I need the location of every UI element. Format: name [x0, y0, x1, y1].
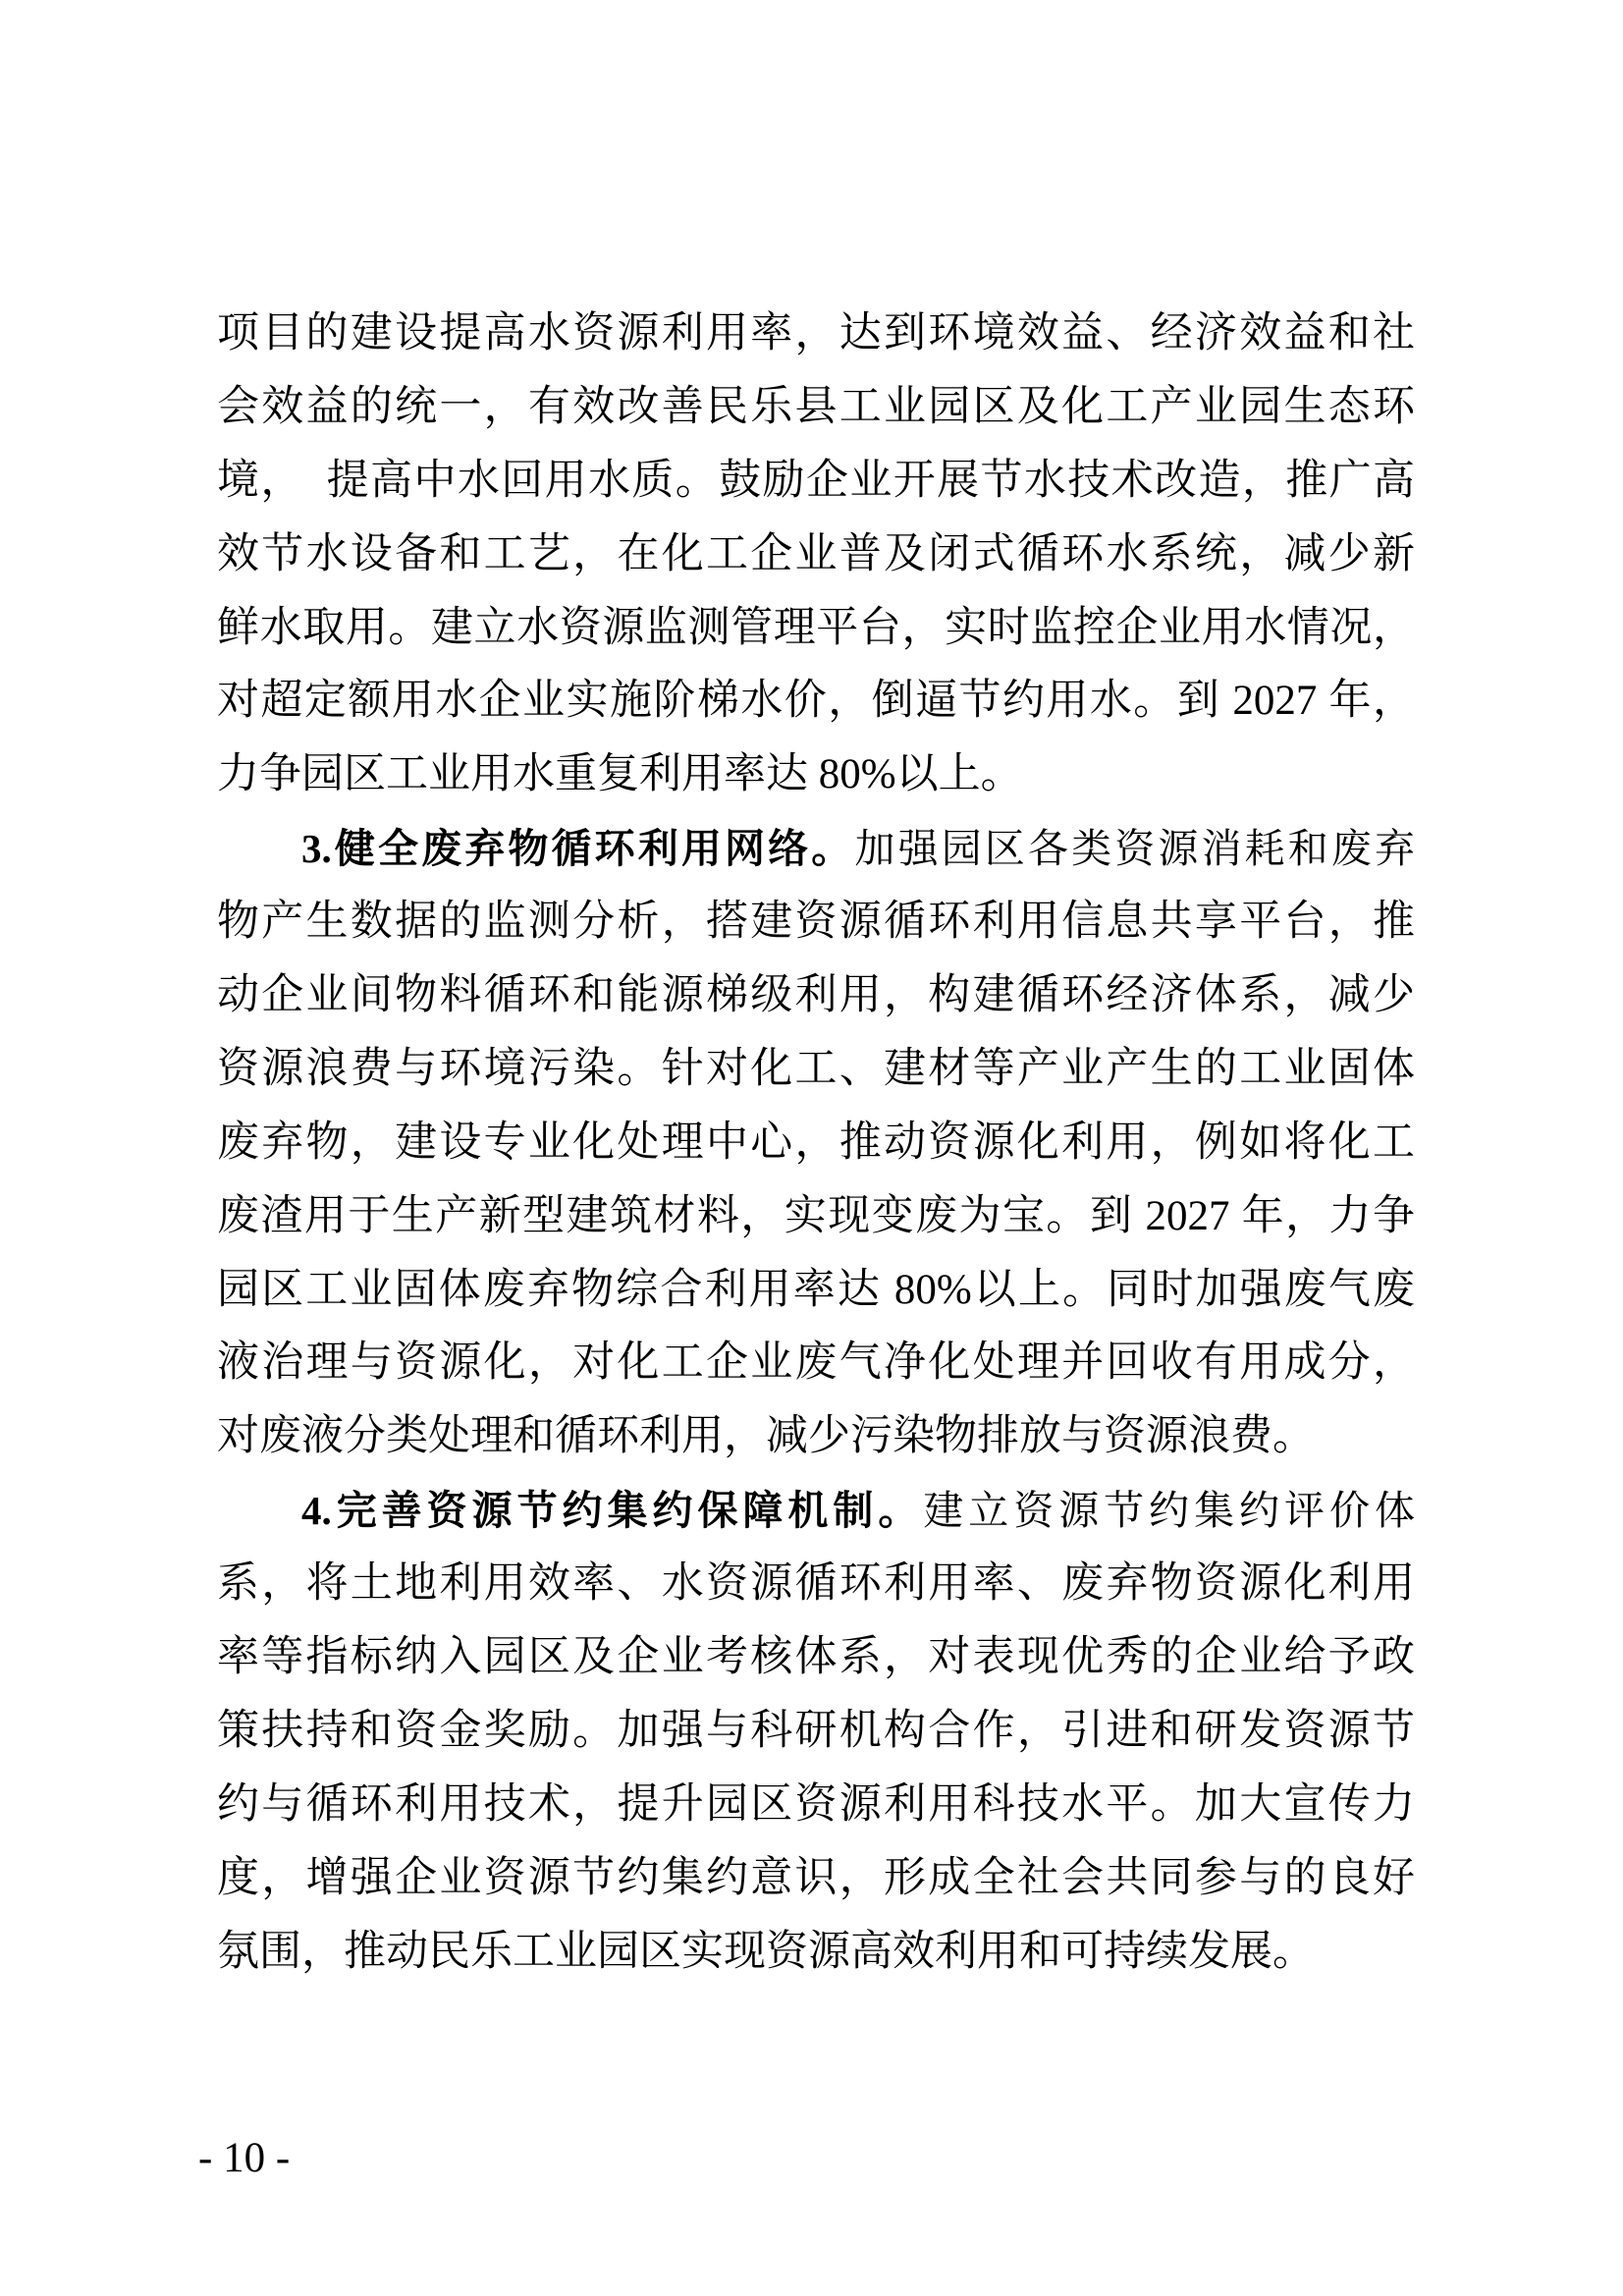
section-heading: 4.完善资源节约集约保障机制。 [301, 1488, 924, 1534]
line-text: 项目的建设提高水资源利用率，达到环境效益、经济效益和社 [217, 310, 1415, 356]
text-line [217, 665, 1415, 738]
text-line [217, 1548, 1415, 1621]
line-text: 动企业间物料循环和能源梯级利用，构建循环经济体系，减少 [217, 972, 1415, 1019]
text-line [217, 738, 1415, 812]
line-text: 力争园区工业用水重复利用率达 80%以上。 [217, 751, 1023, 798]
text-line [217, 1254, 1415, 1328]
text-line [217, 1695, 1415, 1769]
section-heading: 3.健全废弃物循环利用网络。 [301, 826, 855, 872]
line-text: 资源浪费与环境污染。针对化工、建材等产业产生的工业固体 [217, 1045, 1415, 1092]
line-text: 度，增强企业资源节约集约意识，形成全社会共同参与的良好 [217, 1854, 1415, 1901]
text-line [217, 1180, 1415, 1254]
line-text: 会效益的统一，有效改善民乐县工业园区及化工产业园生态环 [217, 383, 1415, 430]
line-text: 鲜水取用。建立水资源监测管理平台，实时监控企业用水情况， [217, 604, 1415, 651]
text-line [217, 886, 1415, 959]
text-line [217, 1842, 1415, 1916]
text-line [217, 519, 1415, 592]
line-text: 加强园区各类资源消耗和废弃 [854, 826, 1416, 872]
line-text: 建立资源节约集约评价体 [923, 1488, 1415, 1534]
line-text: 率等指标纳入园区及企业考核体系，对表现优秀的企业给予政 [217, 1634, 1415, 1681]
text-line [217, 959, 1415, 1033]
line-text: 液治理与资源化，对化工企业废气净化处理并回收有用成分， [217, 1339, 1415, 1387]
text-line [217, 1916, 1415, 1990]
text-line [217, 592, 1415, 666]
line-text: 废弃物，建设专业化处理中心，推动资源化利用，例如将化工 [217, 1119, 1415, 1166]
line-text: 园区工业固体废弃物综合利用率达 80%以上。同时加强废气废 [217, 1266, 1415, 1313]
text-line [217, 298, 1415, 371]
line-text: 策扶持和资金奖励。加强与科研机构合作，引进和研发资源节 [217, 1707, 1415, 1754]
text-line [217, 371, 1415, 445]
line-text: 物产生数据的监测分析，搭建资源循环利用信息共享平台，推 [217, 899, 1415, 946]
text-line [217, 1327, 1415, 1400]
text-line [217, 445, 1415, 519]
line-text: 废渣用于生产新型建筑材料，实现变废为宝。到 2027 年，力争 [217, 1192, 1415, 1239]
text-line [217, 1769, 1415, 1842]
line-text: 对废液分类处理和循环利用，减少污染物排放与资源浪费。 [217, 1413, 1315, 1460]
line-text: 约与循环利用技术，提升园区资源利用科技水平。加大宣传力 [217, 1780, 1415, 1828]
line-text: 效节水设备和工艺，在化工企业普及闭式循环水系统，减少新 [217, 530, 1415, 577]
line-text: 氛围，推动民乐工业园区实现资源高效利用和可持续发展。 [217, 1928, 1315, 1975]
text-line [217, 1400, 1415, 1474]
text-line [217, 1107, 1415, 1180]
text-line [217, 1033, 1415, 1107]
text-line [217, 1621, 1415, 1695]
body-text [217, 298, 1415, 1989]
page-number: - 10 - [198, 2135, 291, 2181]
text-line [217, 1474, 1415, 1548]
line-text: 系，将土地利用效率、水资源循环利用率、废弃物资源化利用 [217, 1560, 1415, 1608]
text-line [217, 812, 1415, 886]
line-text: 对超定额用水企业实施阶梯水价，倒逼节约用水。到 2027 年， [217, 678, 1415, 725]
line-text: 境， 提高中水回用水质。鼓励企业开展节水技术改造，推广高 [217, 457, 1415, 504]
